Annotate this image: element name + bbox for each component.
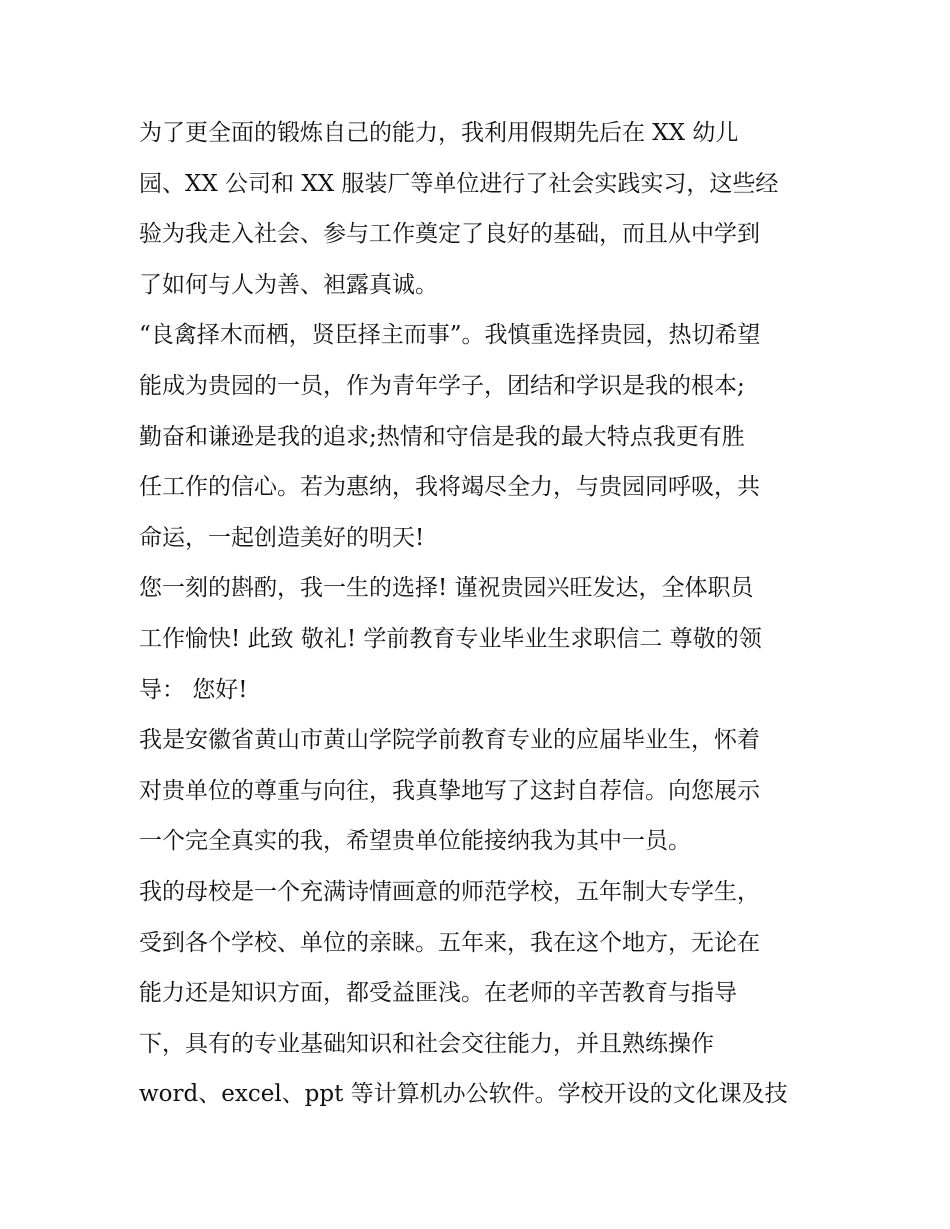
text-line: “良禽择木而栖，贤臣择主而事”。我慎重选择贵园，热切希望: [139, 322, 761, 349]
text-line: 为了更全面的锻炼自己的能力，我利用假期先后在 XX 幼儿: [139, 120, 739, 146]
text-line: 一个完全真实的我，希望贵单位能接纳我为其中一员。: [139, 828, 691, 855]
text-line: 导： 您好!: [139, 676, 248, 703]
text-line: 受到各个学校、单位的亲睐。五年来，我在这个地方，无论在: [139, 929, 760, 956]
text-line: 园、XX 公司和 XX 服装厂等单位进行了社会实践实习，这些经: [139, 170, 779, 197]
text-line: 能成为贵园的一员，作为青年学子，团结和学识是我的根本;: [139, 372, 745, 399]
text-line: 我的母校是一个充满诗情画意的师范学校，五年制大专学生，: [139, 878, 760, 905]
text-line: 工作愉快! 此致 敬礼! 学前教育专业毕业生求职信二 尊敬的领: [139, 625, 762, 652]
text-line: 命运，一起创造美好的明天!: [139, 524, 425, 551]
text-line: 验为我走入社会、参与工作奠定了良好的基础，而且从中学到: [139, 221, 760, 248]
text-line: 勤奋和谦逊是我的追求;热情和守信是我的最大特点我更有胜: [139, 423, 745, 450]
text-line: 您一刻的斟酌，我一生的选择! 谨祝贵园兴旺发达，全体职员: [139, 575, 754, 602]
body-text: [139, 108, 819, 1120]
text-line: 了如何与人为善、袒露真诚。: [139, 271, 438, 298]
text-line: 下，具有的专业基础知识和社会交往能力，并且熟练操作: [139, 1030, 714, 1057]
text-line: 我是安徽省黄山市黄山学院学前教育专业的应届毕业生，怀着: [139, 727, 760, 754]
text-line: 能力还是知识方面，都受益匪浅。在老师的辛苦教育与指导: [139, 980, 737, 1007]
text-line: word、excel、ppt 等计算机办公软件。学校开设的文化课及技: [139, 1081, 788, 1108]
text-line: 任工作的信心。若为惠纳，我将竭尽全力，与贵园同呼吸，共: [139, 474, 760, 501]
text-line: 对贵单位的尊重与向往，我真挚地写了这封自荐信。向您展示: [139, 777, 760, 804]
